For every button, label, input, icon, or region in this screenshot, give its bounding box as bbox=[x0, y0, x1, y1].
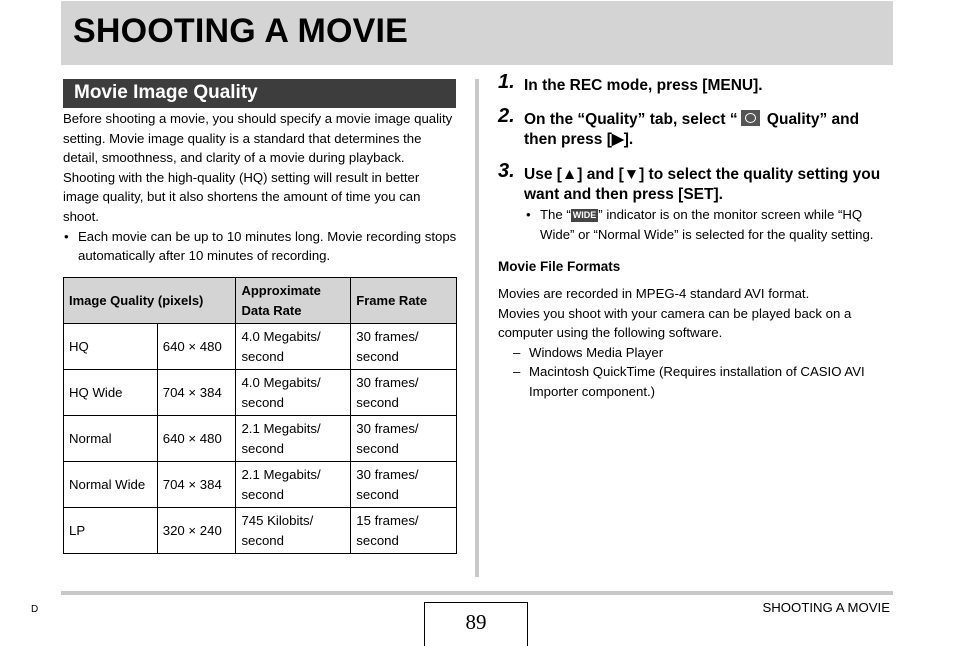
cell-frame-rate: 30 frames/ second bbox=[351, 370, 457, 416]
footer-rule bbox=[61, 591, 893, 595]
column-divider bbox=[475, 79, 479, 577]
step-number: 1. bbox=[498, 71, 515, 93]
cell-quality: Normal Wide bbox=[64, 462, 158, 508]
bullet-dot-icon: • bbox=[526, 207, 531, 222]
cell-pixels: 640 × 480 bbox=[157, 324, 236, 370]
formats-paragraph-1: Movies are recorded in MPEG-4 standard AVI format. bbox=[498, 286, 810, 301]
cell-data-rate: 2.1 Megabits/ second bbox=[236, 416, 351, 462]
section-heading-bar bbox=[63, 79, 456, 108]
step-note bbox=[524, 205, 894, 245]
bullet-dot-icon: • bbox=[64, 228, 69, 244]
cell-frame-rate: 30 frames/ second bbox=[351, 462, 457, 508]
software-item bbox=[498, 362, 893, 401]
bullet-item bbox=[63, 227, 457, 266]
note-text-part-a: The “ bbox=[540, 207, 571, 222]
software-name: Macintosh QuickTime (Requires installation of CASIO AVI Importer component.) bbox=[529, 364, 865, 399]
cell-frame-rate: 30 frames/ second bbox=[351, 324, 457, 370]
bullet-text: Each movie can be up to 10 minutes long. Movie recording stops automatically after 10 minutes of recording. bbox=[78, 228, 457, 264]
table-row bbox=[64, 462, 457, 508]
software-name: Windows Media Player bbox=[529, 344, 664, 360]
cell-data-rate: 2.1 Megabits/ second bbox=[236, 462, 351, 508]
cell-pixels: 704 × 384 bbox=[157, 462, 236, 508]
cell-quality: LP bbox=[64, 508, 158, 554]
table-row bbox=[64, 416, 457, 462]
cell-frame-rate: 30 frames/ second bbox=[351, 416, 457, 462]
movie-quality-icon bbox=[741, 110, 760, 126]
page-number: 89 bbox=[424, 602, 528, 646]
table-row bbox=[64, 508, 457, 554]
cell-quality: HQ bbox=[64, 324, 158, 370]
cell-data-rate: 745 Kilobits/ second bbox=[236, 508, 351, 554]
step-text: In the REC mode, press [MENU]. bbox=[524, 77, 763, 94]
step-number: 3. bbox=[498, 160, 515, 182]
formats-paragraph-2: Movies you shoot with your camera can be played back on a computer using the following software. bbox=[498, 305, 852, 340]
step-text: Use [▲] and [▼] to select the quality setting you want and then press [SET]. bbox=[524, 166, 881, 203]
cell-pixels: 640 × 480 bbox=[157, 416, 236, 462]
cell-data-rate: 4.0 Megabits/ second bbox=[236, 370, 351, 416]
header-image-quality: Image Quality (pixels) bbox=[64, 278, 236, 324]
cell-frame-rate: 15 frames/ second bbox=[351, 508, 457, 554]
step-text-part-a: On the “Quality” tab, select “ bbox=[524, 111, 738, 128]
intro-block bbox=[63, 109, 457, 266]
intro-paragraph: Before shooting a movie, you should specify a movie image quality setting. Movie image quality is a standard that determines the detail, smoothness, and clarity of a movie during playback. Shooting with the high-quality (HQ) setting will result in better image quality, but it also shortens the amount of time you can shoot. bbox=[63, 111, 453, 224]
table-row bbox=[64, 324, 457, 370]
page-title: SHOOTING A MOVIE bbox=[73, 12, 409, 50]
cell-data-rate: 4.0 Megabits/ second bbox=[236, 324, 351, 370]
header-frame-rate: Frame Rate bbox=[351, 278, 457, 324]
movie-file-formats-heading: Movie File Formats bbox=[498, 259, 621, 274]
step-text bbox=[524, 110, 894, 150]
wide-indicator-icon: WIDE bbox=[572, 210, 597, 220]
cell-pixels: 320 × 240 bbox=[157, 508, 236, 554]
dash-bullet-icon: – bbox=[513, 364, 521, 379]
quality-table bbox=[63, 277, 457, 554]
cell-pixels: 704 × 384 bbox=[157, 370, 236, 416]
footer-edge-letter: D bbox=[31, 604, 39, 615]
step-number: 2. bbox=[498, 105, 515, 127]
table-header-row bbox=[64, 278, 457, 324]
header-data-rate: Approximate Data Rate bbox=[236, 278, 351, 324]
software-item bbox=[498, 343, 893, 363]
section-title: Movie Image Quality bbox=[74, 82, 258, 103]
table-row bbox=[64, 370, 457, 416]
movie-file-formats-body bbox=[498, 284, 893, 401]
dash-bullet-icon: – bbox=[513, 344, 521, 360]
footer-section-name: SHOOTING A MOVIE bbox=[762, 600, 890, 615]
cell-quality: Normal bbox=[64, 416, 158, 462]
note-text-part-b: ” indicator is on the monitor screen while “HQ Wide” or “Normal Wide” is selected for the quality setting. bbox=[540, 207, 874, 242]
step-text-part-b: Quality” and then press [▶]. bbox=[524, 111, 860, 148]
cell-quality: HQ Wide bbox=[64, 370, 158, 416]
